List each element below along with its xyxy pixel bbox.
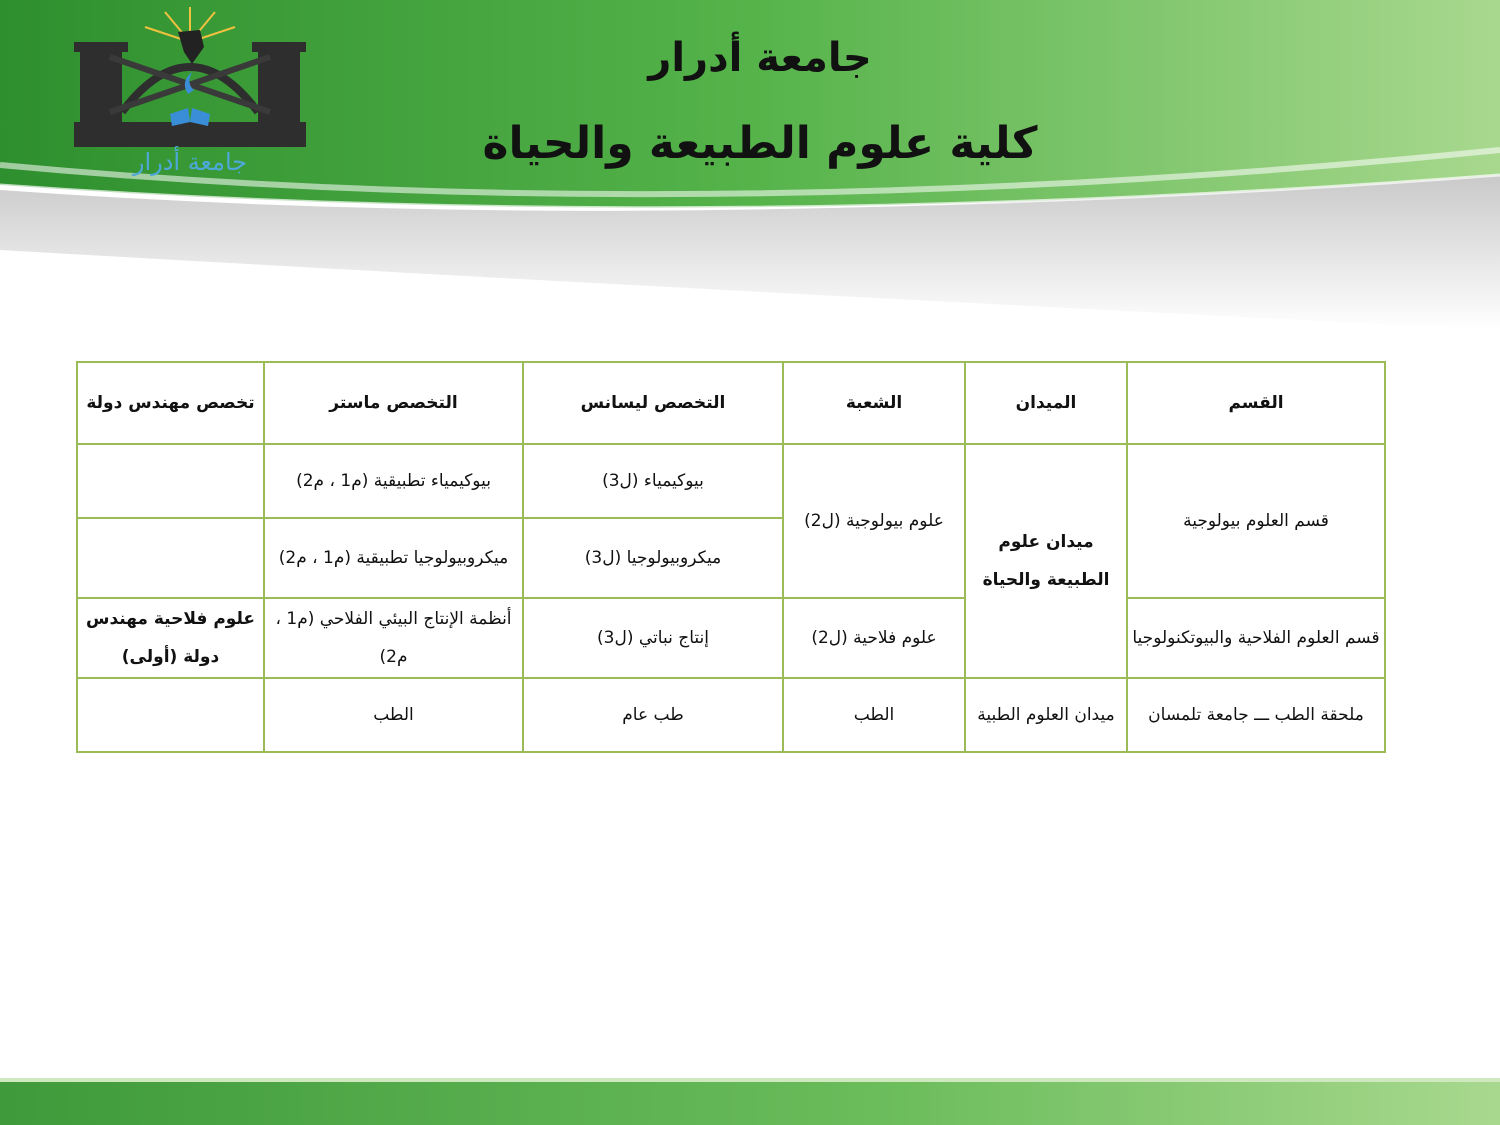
header-field: الميدان [965, 362, 1127, 444]
cell-department: قسم العلوم بيولوجية [1127, 444, 1385, 598]
cell-master: أنظمة الإنتاج البيئي الفلاحي (م1 ، م2) [264, 598, 523, 678]
table-row [77, 678, 1385, 752]
cell-engineer [77, 518, 264, 598]
cell-master: الطب [264, 678, 523, 752]
header-licence: التخصص ليسانس [523, 362, 783, 444]
table-row [77, 444, 1385, 518]
cell-field: ميدان علوم الطبيعة والحياة [965, 444, 1127, 678]
table-header-row [77, 362, 1385, 444]
cell-department: قسم العلوم الفلاحية والبيوتكنولوجيا [1127, 598, 1385, 678]
cell-engineer [77, 444, 264, 518]
header-master: التخصص ماستر [264, 362, 523, 444]
cell-master: بيوكيمياء تطبيقية (م1 ، م2) [264, 444, 523, 518]
university-emblem-icon [70, 2, 310, 180]
cell-engineer [77, 678, 264, 752]
header-branch: الشعبة [783, 362, 965, 444]
cell-master: ميكروبيولوجيا تطبيقية (م1 ، م2) [264, 518, 523, 598]
university-title: جامعة أدرار [648, 35, 872, 81]
cell-branch: الطب [783, 678, 965, 752]
cell-field: ميدان العلوم الطبية [965, 678, 1127, 752]
cell-engineer: علوم فلاحية مهندس دولة (أولى) [77, 598, 264, 678]
cell-branch: علوم فلاحية (ل2) [783, 598, 965, 678]
cell-licence: بيوكيمياء (ل3) [523, 444, 783, 518]
university-logo [70, 2, 310, 180]
footer-band [0, 1078, 1500, 1125]
header-department: القسم [1127, 362, 1385, 444]
faculty-title: كلية علوم الطبيعة والحياة [482, 118, 1038, 169]
header-engineer: تخصص مهندس دولة [77, 362, 264, 444]
logo-text: جامعة أدرار [132, 148, 248, 176]
cell-department: ملحقة الطب ـــ جامعة تلمسان [1127, 678, 1385, 752]
cell-licence: ميكروبيولوجيا (ل3) [523, 518, 783, 598]
cell-licence: إنتاج نباتي (ل3) [523, 598, 783, 678]
table-row [77, 598, 1385, 678]
specializations-table [76, 361, 1386, 753]
cell-branch: علوم بيولوجية (ل2) [783, 444, 965, 598]
cell-licence: طب عام [523, 678, 783, 752]
